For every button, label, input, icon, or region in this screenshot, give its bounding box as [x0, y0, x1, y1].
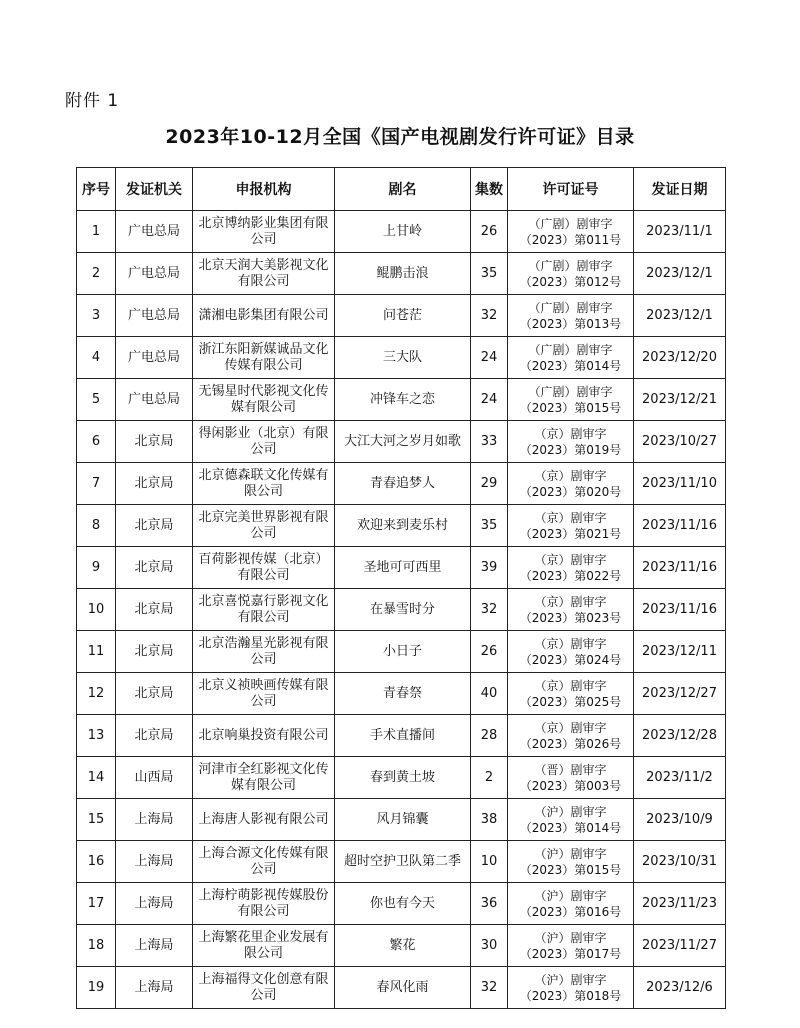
- cell-org: 河津市全红影视文化传媒有限公司: [193, 757, 335, 799]
- cell-authority: 上海局: [116, 883, 193, 925]
- cell-no: 1: [77, 211, 116, 253]
- cell-date: 2023/10/9: [634, 799, 726, 841]
- cell-org: 北京德森联文化传媒有限公司: [193, 463, 335, 505]
- license-line-1: （京）剧审字: [534, 468, 607, 483]
- table-row: [77, 379, 726, 421]
- license-line-1: （京）剧审字: [534, 678, 607, 693]
- cell-title: 圣地可可西里: [335, 547, 471, 589]
- cell-license: [508, 295, 634, 337]
- cell-org: 百荷影视传媒（北京）有限公司: [193, 547, 335, 589]
- cell-episodes: 35: [471, 505, 508, 547]
- cell-date: 2023/12/6: [634, 967, 726, 1009]
- license-line-1: （沪）剧审字: [534, 846, 607, 861]
- license-line-1: （京）剧审字: [534, 636, 607, 651]
- cell-authority: 广电总局: [116, 211, 193, 253]
- cell-license: [508, 463, 634, 505]
- cell-no: 5: [77, 379, 116, 421]
- cell-episodes: 26: [471, 631, 508, 673]
- cell-authority: 北京局: [116, 547, 193, 589]
- cell-episodes: 28: [471, 715, 508, 757]
- license-line-1: （广剧）剧审字: [528, 384, 613, 399]
- license-line-2: （2023）第021号: [519, 526, 622, 541]
- cell-episodes: 10: [471, 841, 508, 883]
- license-line-2: （2023）第019号: [519, 442, 622, 457]
- cell-title: 繁花: [335, 925, 471, 967]
- cell-org: 上海福得文化创意有限公司: [193, 967, 335, 1009]
- license-line-2: （2023）第017号: [519, 946, 622, 961]
- license-line-2: （2023）第023号: [519, 610, 622, 625]
- cell-title: 冲锋车之恋: [335, 379, 471, 421]
- cell-authority: 广电总局: [116, 337, 193, 379]
- license-line-1: （晋）剧审字: [534, 762, 607, 777]
- license-line-2: （2023）第012号: [519, 274, 622, 289]
- table-row: [77, 925, 726, 967]
- cell-date: 2023/11/27: [634, 925, 726, 967]
- cell-title: 大江大河之岁月如歌: [335, 421, 471, 463]
- cell-license: [508, 925, 634, 967]
- cell-no: 14: [77, 757, 116, 799]
- table-row: [77, 211, 726, 253]
- license-line-2: （2023）第003号: [519, 778, 622, 793]
- license-line-1: （广剧）剧审字: [528, 216, 613, 231]
- cell-episodes: 35: [471, 253, 508, 295]
- cell-license: [508, 841, 634, 883]
- table-row: [77, 757, 726, 799]
- cell-org: 潇湘电影集团有限公司: [193, 295, 335, 337]
- cell-no: 16: [77, 841, 116, 883]
- license-line-2: （2023）第024号: [519, 652, 622, 667]
- cell-date: 2023/12/20: [634, 337, 726, 379]
- cell-episodes: 24: [471, 337, 508, 379]
- cell-title: 超时空护卫队第二季: [335, 841, 471, 883]
- cell-license: [508, 379, 634, 421]
- cell-authority: 广电总局: [116, 253, 193, 295]
- cell-no: 6: [77, 421, 116, 463]
- attachment-label: 附件 1: [65, 91, 120, 111]
- cell-date: 2023/11/16: [634, 589, 726, 631]
- cell-no: 8: [77, 505, 116, 547]
- cell-no: 13: [77, 715, 116, 757]
- cell-episodes: 32: [471, 589, 508, 631]
- cell-episodes: 2: [471, 757, 508, 799]
- cell-date: 2023/11/1: [634, 211, 726, 253]
- table-row: [77, 337, 726, 379]
- cell-no: 19: [77, 967, 116, 1009]
- cell-no: 18: [77, 925, 116, 967]
- cell-authority: 北京局: [116, 631, 193, 673]
- cell-episodes: 30: [471, 925, 508, 967]
- cell-license: [508, 631, 634, 673]
- cell-title: 青春追梦人: [335, 463, 471, 505]
- cell-title: 春到黄土坡: [335, 757, 471, 799]
- license-line-1: （广剧）剧审字: [528, 342, 613, 357]
- cell-org: 北京天润大美影视文化有限公司: [193, 253, 335, 295]
- cell-org: 北京喜悦嘉行影视文化有限公司: [193, 589, 335, 631]
- cell-title: 春风化雨: [335, 967, 471, 1009]
- cell-date: 2023/11/2: [634, 757, 726, 799]
- table-row: [77, 253, 726, 295]
- cell-authority: 广电总局: [116, 295, 193, 337]
- cell-date: 2023/12/1: [634, 253, 726, 295]
- license-line-2: （2023）第018号: [519, 988, 622, 1003]
- cell-no: 11: [77, 631, 116, 673]
- cell-episodes: 32: [471, 967, 508, 1009]
- cell-episodes: 39: [471, 547, 508, 589]
- cell-authority: 山西局: [116, 757, 193, 799]
- license-line-1: （广剧）剧审字: [528, 258, 613, 273]
- cell-authority: 北京局: [116, 673, 193, 715]
- cell-org: 得闲影业（北京）有限公司: [193, 421, 335, 463]
- cell-title: 青春祭: [335, 673, 471, 715]
- table-row: [77, 463, 726, 505]
- cell-title: 问苍茫: [335, 295, 471, 337]
- table-row: [77, 589, 726, 631]
- cell-title: 在暴雪时分: [335, 589, 471, 631]
- table-row: [77, 883, 726, 925]
- cell-title: 上甘岭: [335, 211, 471, 253]
- cell-license: [508, 883, 634, 925]
- table-body: [77, 211, 726, 1009]
- cell-date: 2023/12/11: [634, 631, 726, 673]
- cell-title: 风月锦囊: [335, 799, 471, 841]
- cell-authority: 上海局: [116, 925, 193, 967]
- license-line-1: （沪）剧审字: [534, 888, 607, 903]
- license-line-2: （2023）第026号: [519, 736, 622, 751]
- table-row: [77, 547, 726, 589]
- license-line-2: （2023）第014号: [519, 358, 622, 373]
- cell-no: 17: [77, 883, 116, 925]
- table-row: [77, 505, 726, 547]
- cell-date: 2023/11/10: [634, 463, 726, 505]
- cell-org: 北京义祯映画传媒有限公司: [193, 673, 335, 715]
- cell-episodes: 33: [471, 421, 508, 463]
- license-line-1: （沪）剧审字: [534, 804, 607, 819]
- cell-org: 上海合源文化传媒有限公司: [193, 841, 335, 883]
- cell-org: 上海柠萌影视传媒股份有限公司: [193, 883, 335, 925]
- license-line-1: （京）剧审字: [534, 594, 607, 609]
- cell-no: 7: [77, 463, 116, 505]
- license-line-1: （广剧）剧审字: [528, 300, 613, 315]
- cell-authority: 上海局: [116, 799, 193, 841]
- license-line-2: （2023）第022号: [519, 568, 622, 583]
- column-header-no: 序号: [77, 168, 116, 211]
- cell-org: 上海唐人影视有限公司: [193, 799, 335, 841]
- table-row: [77, 673, 726, 715]
- table-row: [77, 631, 726, 673]
- cell-date: 2023/11/16: [634, 547, 726, 589]
- cell-no: 4: [77, 337, 116, 379]
- license-line-1: （沪）剧审字: [534, 972, 607, 987]
- cell-date: 2023/11/23: [634, 883, 726, 925]
- cell-license: [508, 505, 634, 547]
- table-row: [77, 421, 726, 463]
- cell-episodes: 40: [471, 673, 508, 715]
- column-header-license: 许可证号: [508, 168, 634, 211]
- table-row: [77, 295, 726, 337]
- cell-episodes: 36: [471, 883, 508, 925]
- cell-no: 12: [77, 673, 116, 715]
- cell-date: 2023/12/21: [634, 379, 726, 421]
- cell-org: 上海繁花里企业发展有限公司: [193, 925, 335, 967]
- table-row: [77, 799, 726, 841]
- cell-license: [508, 253, 634, 295]
- license-line-2: （2023）第011号: [519, 232, 622, 247]
- column-header-episodes: 集数: [471, 168, 508, 211]
- cell-authority: 北京局: [116, 589, 193, 631]
- cell-episodes: 38: [471, 799, 508, 841]
- cell-license: [508, 337, 634, 379]
- cell-org: 无锡星时代影视文化传媒有限公司: [193, 379, 335, 421]
- cell-title: 你也有今天: [335, 883, 471, 925]
- license-line-1: （京）剧审字: [534, 552, 607, 567]
- cell-org: 北京浩瀚星光影视有限公司: [193, 631, 335, 673]
- cell-authority: 北京局: [116, 505, 193, 547]
- license-line-2: （2023）第016号: [519, 904, 622, 919]
- cell-license: [508, 421, 634, 463]
- license-line-1: （沪）剧审字: [534, 930, 607, 945]
- license-line-1: （京）剧审字: [534, 720, 607, 735]
- cell-title: 鲲鹏击浪: [335, 253, 471, 295]
- cell-authority: 广电总局: [116, 379, 193, 421]
- column-header-title: 剧名: [335, 168, 471, 211]
- license-line-2: （2023）第015号: [519, 400, 622, 415]
- cell-title: 欢迎来到麦乐村: [335, 505, 471, 547]
- document-title: 2023年10-12月全国《国产电视剧发行许可证》目录: [165, 126, 635, 148]
- table-row: [77, 967, 726, 1009]
- license-table: [76, 167, 726, 1009]
- cell-license: [508, 715, 634, 757]
- cell-org: 北京响巢投资有限公司: [193, 715, 335, 757]
- cell-org: 北京博纳影业集团有限公司: [193, 211, 335, 253]
- cell-title: 小日子: [335, 631, 471, 673]
- cell-license: [508, 547, 634, 589]
- cell-episodes: 26: [471, 211, 508, 253]
- cell-authority: 上海局: [116, 841, 193, 883]
- license-line-2: （2023）第015号: [519, 862, 622, 877]
- table-row: [77, 715, 726, 757]
- cell-license: [508, 967, 634, 1009]
- cell-date: 2023/10/27: [634, 421, 726, 463]
- cell-no: 15: [77, 799, 116, 841]
- cell-episodes: 29: [471, 463, 508, 505]
- cell-no: 9: [77, 547, 116, 589]
- cell-authority: 北京局: [116, 463, 193, 505]
- cell-date: 2023/12/28: [634, 715, 726, 757]
- cell-license: [508, 799, 634, 841]
- cell-date: 2023/12/1: [634, 295, 726, 337]
- cell-license: [508, 757, 634, 799]
- cell-org: 浙江东阳新媒诚品文化传媒有限公司: [193, 337, 335, 379]
- cell-episodes: 24: [471, 379, 508, 421]
- column-header-date: 发证日期: [634, 168, 726, 211]
- cell-license: [508, 589, 634, 631]
- cell-license: [508, 673, 634, 715]
- column-header-org: 申报机构: [193, 168, 335, 211]
- cell-org: 北京完美世界影视有限公司: [193, 505, 335, 547]
- cell-title: 手术直播间: [335, 715, 471, 757]
- cell-date: 2023/11/16: [634, 505, 726, 547]
- license-line-2: （2023）第014号: [519, 820, 622, 835]
- cell-no: 10: [77, 589, 116, 631]
- cell-authority: 北京局: [116, 421, 193, 463]
- cell-date: 2023/10/31: [634, 841, 726, 883]
- license-line-2: （2023）第025号: [519, 694, 622, 709]
- cell-authority: 北京局: [116, 715, 193, 757]
- column-header-authority: 发证机关: [116, 168, 193, 211]
- table-row: [77, 841, 726, 883]
- cell-no: 2: [77, 253, 116, 295]
- license-line-2: （2023）第013号: [519, 316, 622, 331]
- license-line-1: （京）剧审字: [534, 510, 607, 525]
- license-line-2: （2023）第020号: [519, 484, 622, 499]
- cell-episodes: 32: [471, 295, 508, 337]
- table-header-row: [77, 168, 726, 211]
- license-line-1: （京）剧审字: [534, 426, 607, 441]
- cell-authority: 上海局: [116, 967, 193, 1009]
- cell-date: 2023/12/27: [634, 673, 726, 715]
- cell-title: 三大队: [335, 337, 471, 379]
- cell-license: [508, 211, 634, 253]
- cell-no: 3: [77, 295, 116, 337]
